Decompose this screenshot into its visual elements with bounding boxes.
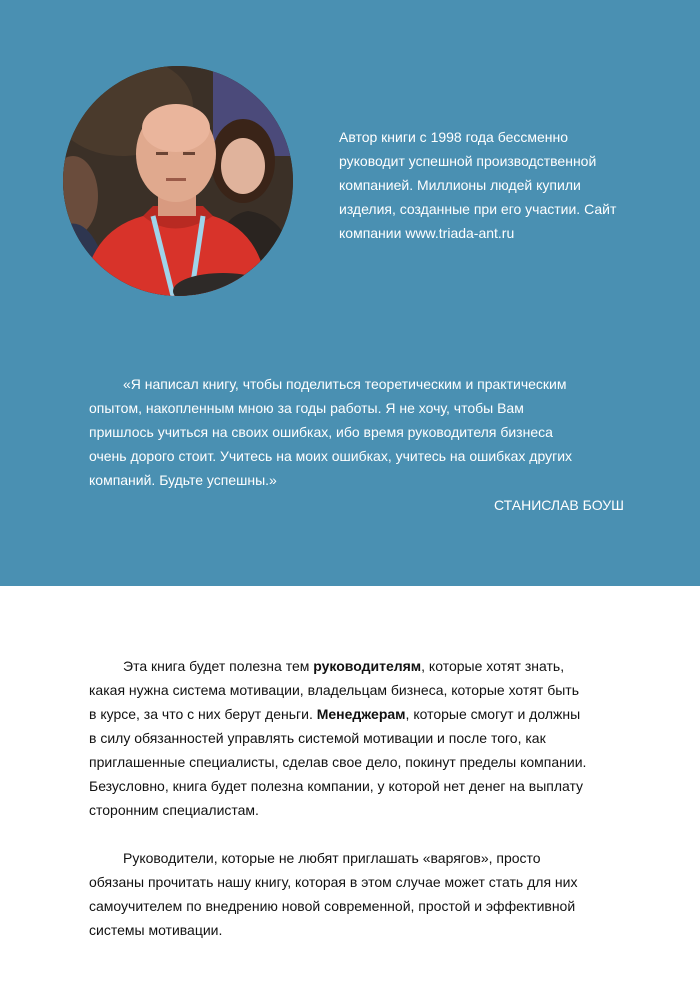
quote-text: «Я написал книгу, чтобы поделиться теоретическим и практическим опытом, накопленным мною за годы работы. Я не хочу, чтобы Вам пришлось учиться на своих ошибках, ибо время руководителя бизнеса очень дорого стоит. Учитесь на моих ошибках, учитесь на ошибках других компаний. Будьте успешны.» [89, 376, 573, 488]
p1-text-2: , которые хотят знать, какая нужна система мотивации, владельцам бизнеса, которые хотят быть в курсе, за что с них берут деньги. [89, 658, 579, 722]
p1-text-3: , которые смогут и должны в силу обязанностей управлять системой мотивации и после того, как приглашенные специалисты, сделав свое дело, покинут пределы компании. Безусловно, книга будет полезна компании, у которой нет денег на выплату сторонним специалистам. [89, 706, 587, 818]
author-quote [89, 372, 589, 492]
bio-site-prefix: Сайт компании [339, 201, 617, 241]
p1-bold-managers-2: Менеджерам [316, 706, 406, 722]
bio-text: Автор книги с 1998 года бессменно руководит успешной производственной компанией. Миллионы людей купили изделия, созданные при его участии. [339, 129, 597, 217]
quote-author: СТАНИСЛАВ БОУШ [494, 497, 624, 513]
description-paragraph-2: Руководители, которые не любят приглашать «варягов», просто обязаны прочитать нашу книгу, которая в этом случае может стать для них самоучителем по внедрению новой современной, простой и эффективной системы мотивации. [89, 850, 578, 938]
description-paragraph-1 [89, 654, 589, 822]
p1-bold-managers: руководителям [313, 658, 422, 674]
company-site-link[interactable]: www.triada-ant.ru [405, 225, 515, 241]
p1-text-1: Эта книга будет полезна тем [123, 658, 310, 674]
author-photo [63, 66, 293, 296]
book-description [89, 654, 589, 942]
author-bio [339, 125, 629, 245]
